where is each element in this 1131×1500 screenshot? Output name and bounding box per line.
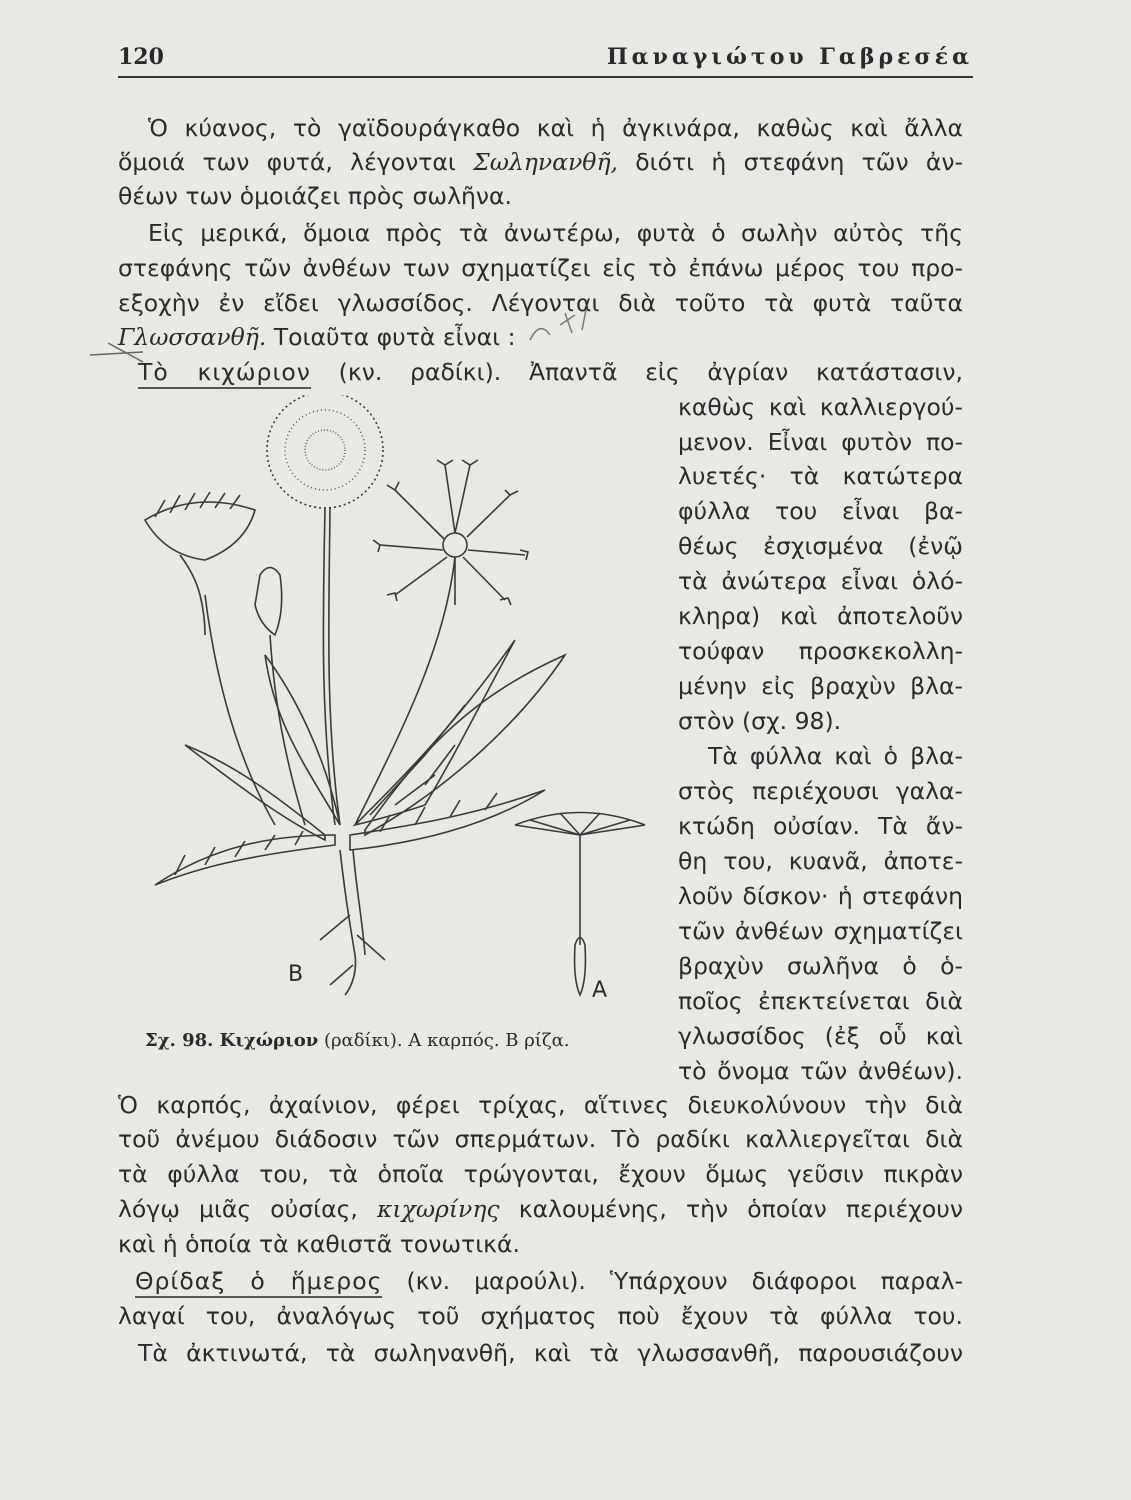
- page-header: [118, 40, 973, 78]
- column-line: γλωσσίδος (ἐξ οὗ καὶ: [678, 1022, 963, 1050]
- text-line: τὰ φύλλα του, τὰ ὁποῖα τρώγονται, ἔχουν ὅμως γεῦσιν πικρὰν: [118, 1160, 963, 1188]
- text-line: λόγῳ μιᾶς οὐσίας, κιχωρίνης καλουμένης, τὴν ὁποίαν περιέχουν: [118, 1195, 963, 1223]
- column-line: βραχὺν σωλῆνα ὁ ὁ-: [678, 952, 963, 980]
- text-line: ὅμοιά των φυτά, λέγονται Σωληνανθῆ, διότι ἡ στεφάνη τῶν ἀν-: [118, 148, 963, 176]
- column-line: ποῖος ἐπεκτείνεται διὰ: [678, 987, 963, 1015]
- column-line: τὸ ὄνομα τῶν ἀνθέων).: [678, 1057, 963, 1085]
- text-line: Ὁ κύανος, τὸ γαϊδουράγκαθο καὶ ἡ ἀγκινάρα, καθὼς καὶ ἄλλα: [148, 114, 963, 142]
- text-line: Τὰ ἀκτινωτά, τὰ σωληνανθῆ, καὶ τὰ γλωσσανθῆ, παρουσιάζουν: [138, 1339, 963, 1367]
- column-line: στὸς περιέχουσι γαλα-: [678, 777, 963, 805]
- column-line: λοῦν δίσκον· ἡ στεφάνη: [678, 882, 963, 910]
- text-line: λαγαί του, ἀναλόγως τοῦ σχήματος ποὺ ἔχουν τὰ φύλλα του.: [118, 1302, 963, 1330]
- text-line: Ὁ καρπός, ἀχαίνιον, φέρει τρίχας, αἵτινες διευκολύνουν τὴν διὰ: [118, 1091, 963, 1119]
- column-line: θέως ἐσχισμένα (ἐνῷ: [678, 532, 963, 560]
- column-line: στὸν (σχ. 98).: [678, 707, 842, 735]
- column-line: κτώδη οὐσίαν. Τὰ ἄν-: [678, 812, 963, 840]
- figure-caption: [145, 1030, 570, 1051]
- handwritten-scribble: [520, 305, 600, 350]
- caption-title: Σχ. 98. Κιχώριον: [145, 1030, 319, 1051]
- text-line: Εἰς μερικά, ὅμοια πρὸς τὰ ἀνωτέρω, φυτὰ ὁ σωλὴν αὐτὸς τῆς: [148, 219, 963, 247]
- pencil-arrow-mark: [88, 340, 148, 370]
- column-line: Τὰ φύλλα καὶ ὁ βλα-: [708, 742, 963, 770]
- text-line: τοῦ ἀνέμου διάδοσιν τῶν σπερμάτων. Τὸ ραδίκι καλλιεργεῖται διὰ: [118, 1125, 963, 1153]
- text-line: Γλωσσανθῆ. Τοιαῦτα φυτὰ εἶναι :: [118, 323, 516, 351]
- lettuce-heading-line: Θρίδαξ ὁ ἥμερος (κν. μαρούλι). Ὑπάρχουν διάφοροι παραλ-: [135, 1266, 963, 1296]
- text-line: καὶ ἡ ὁποία τὰ καθιστᾶ τονωτικά.: [118, 1230, 520, 1258]
- lettuce-title: Θρίδαξ ὁ ἥμερος: [135, 1267, 382, 1298]
- text-line: εξοχὴν ἐν εἴδει γλωσσίδος. Λέγονται διὰ τοῦτο τὰ φυτὰ ταῦτα: [118, 289, 963, 317]
- column-line: λυετές· τὰ κατώτερα: [678, 462, 963, 490]
- term-kichorinis: κιχωρίνης: [377, 1195, 500, 1223]
- chicory-illustration: [125, 395, 670, 1020]
- running-head: Παναγιώτου Γαβρεσέα: [606, 44, 973, 70]
- chicory-title: Τὸ κιχώριον: [138, 358, 311, 389]
- column-line: μένην εἰς βραχὺν βλα-: [678, 672, 963, 700]
- text-line: στεφάνης τῶν ἀνθέων των σχηματίζει εἰς τὸ ἐπάνω μέρος του προ-: [118, 254, 963, 282]
- term-glossanthi: Γλωσσανθῆ.: [118, 323, 267, 351]
- page-number: 120: [118, 44, 164, 70]
- column-line: τῶν ἀνθέων σχηματίζει: [678, 917, 963, 945]
- column-line: καθὼς καὶ καλλιεργού-: [678, 393, 963, 421]
- column-line: κληρα) καὶ ἀποτελοῦν: [678, 602, 963, 630]
- text-line: θέων των ὁμοιάζει πρὸς σωλῆνα.: [118, 182, 513, 210]
- term-solinanthi: Σωληνανθῆ,: [473, 148, 618, 176]
- column-line: τούφαν προσκεκολλη-: [678, 637, 963, 665]
- column-line: φύλλα του εἶναι βα-: [678, 497, 963, 525]
- column-line: τὰ ἀνώτερα εἶναι ὁλό-: [678, 567, 963, 595]
- column-line: μενον. Εἶναι φυτὸν πο-: [678, 428, 963, 456]
- caption-rest: (ραδίκι). Α καρπός. Β ρίζα.: [323, 1030, 570, 1051]
- figure-label-b: Β: [288, 962, 304, 987]
- column-line: θη του, κυανᾶ, ἀποτε-: [678, 847, 963, 875]
- chicory-heading-line: Τὸ κιχώριον (κν. ραδίκι). Ἀπαντᾶ εἰς ἀγρίαν κατάστασιν,: [138, 357, 963, 387]
- figure-label-a: Α: [592, 978, 608, 1003]
